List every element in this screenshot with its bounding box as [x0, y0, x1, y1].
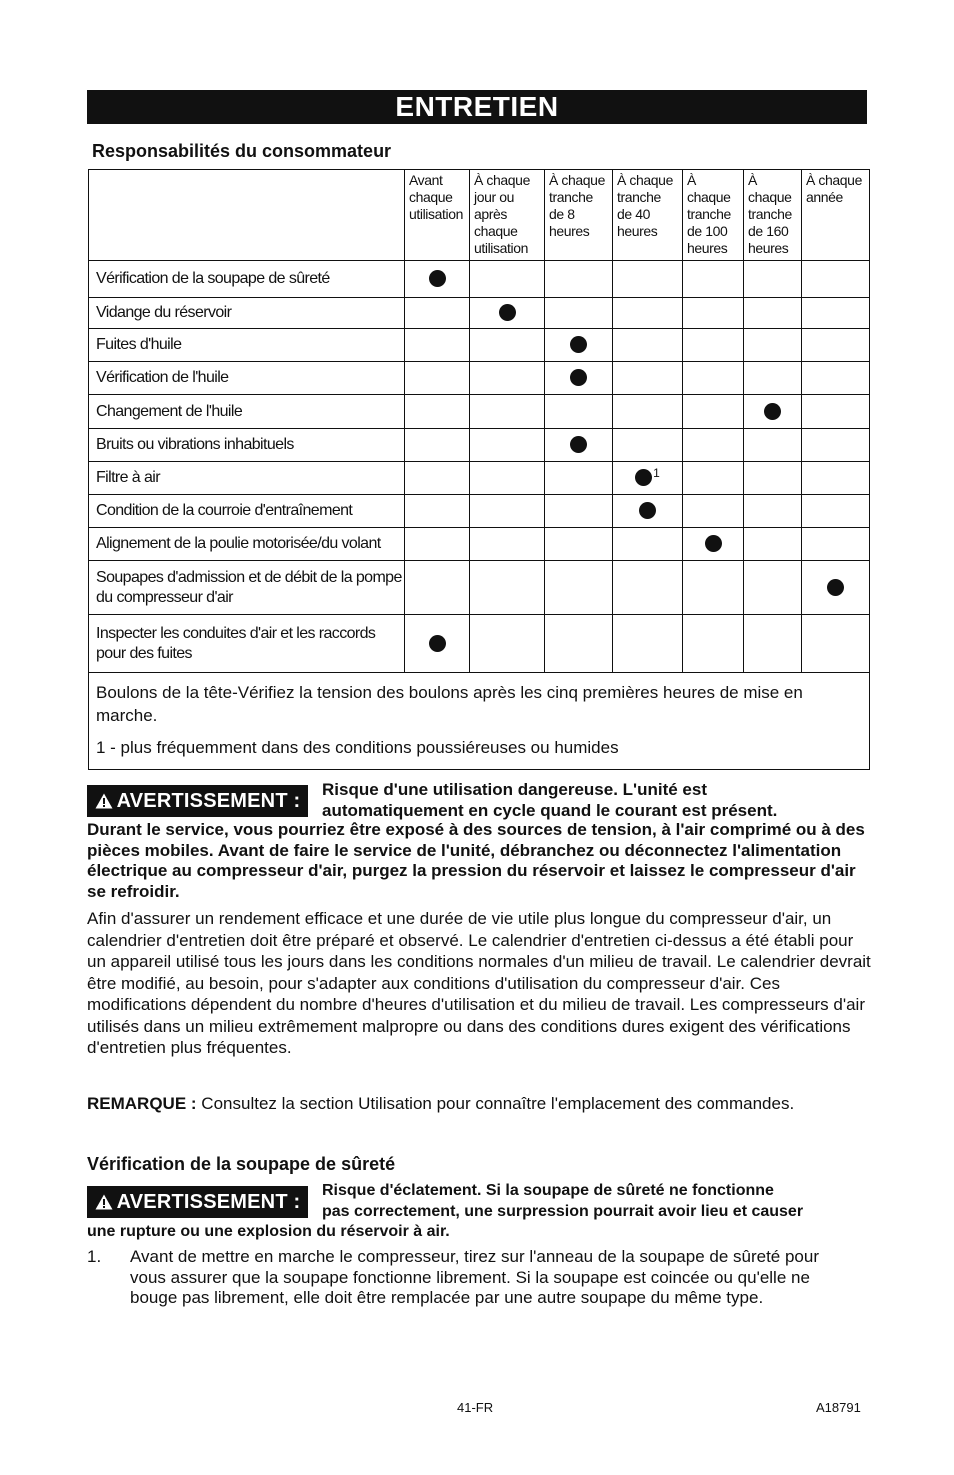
- schedule-cell: [405, 362, 470, 395]
- schedule-cell: [802, 495, 870, 528]
- schedule-cell: [683, 561, 744, 615]
- schedule-cell: [683, 362, 744, 395]
- maintenance-schedule-table: [88, 169, 870, 770]
- schedule-cell: [613, 615, 683, 673]
- schedule-cell: [470, 395, 545, 429]
- notes-row: [89, 673, 870, 770]
- warning-triangle-icon: [95, 793, 113, 809]
- column-header: À chaque tranche de 40 heures: [613, 170, 683, 261]
- task-label: Vérification de la soupape de sûreté: [89, 261, 405, 298]
- task-label: Fuites d'huile: [89, 329, 405, 362]
- task-label: Filtre à air: [89, 462, 405, 495]
- warning-badge: [87, 785, 308, 817]
- step-number: 1.: [87, 1247, 102, 1266]
- schedule-cell: [802, 462, 870, 495]
- task-label: Changement de l'huile: [89, 395, 405, 429]
- schedule-cell: [613, 429, 683, 462]
- schedule-cell: [744, 495, 802, 528]
- bullet-icon: [764, 403, 781, 420]
- schedule-cell: [802, 362, 870, 395]
- schedule-cell: [802, 615, 870, 673]
- bullet-icon: [635, 469, 652, 486]
- schedule-cell: [405, 528, 470, 561]
- schedule-cell: [802, 298, 870, 329]
- schedule-cell: [613, 528, 683, 561]
- schedule-cell: [744, 261, 802, 298]
- bullet-icon: [429, 635, 446, 652]
- column-header: À chaque tranche de 160 heures: [744, 170, 802, 261]
- footnote-marker: 1: [653, 466, 660, 480]
- schedule-cell: [545, 329, 613, 362]
- schedule-cell: [744, 329, 802, 362]
- schedule-cell: [470, 362, 545, 395]
- schedule-cell: [683, 298, 744, 329]
- schedule-cell: [683, 495, 744, 528]
- schedule-cell: [470, 429, 545, 462]
- task-label: Condition de la courroie d'entraînement: [89, 495, 405, 528]
- remarque-label: REMARQUE :: [87, 1094, 197, 1113]
- task-label: Alignement de la poulie motorisée/du volant: [89, 528, 405, 561]
- bullet-icon: [570, 369, 587, 386]
- header-blank: [89, 170, 405, 261]
- warning-badge-2: [87, 1186, 308, 1218]
- remarque-text: Consultez la section Utilisation pour connaître l'emplacement des commandes.: [201, 1094, 795, 1113]
- schedule-cell: [744, 395, 802, 429]
- schedule-cell: [470, 462, 545, 495]
- subsection-heading: Vérification de la soupape de sûreté: [87, 1154, 396, 1174]
- bullet-icon: [570, 336, 587, 353]
- schedule-cell: [683, 329, 744, 362]
- schedule-cell: [744, 429, 802, 462]
- task-label: Inspecter les conduites d'air et les raccords pour des fuites: [89, 615, 405, 673]
- schedule-cell: [545, 561, 613, 615]
- schedule-cell: [545, 261, 613, 298]
- schedule-cell: [683, 528, 744, 561]
- column-header: À chaque jour ou après chaque utilisation: [470, 170, 545, 261]
- warning1-line2: automatiquement en cycle quand le courant est présent.: [322, 800, 778, 820]
- schedule-cell: [405, 495, 470, 528]
- table-row: [89, 462, 870, 495]
- schedule-cell: [470, 329, 545, 362]
- table-row: [89, 429, 870, 462]
- schedule-cell: [545, 528, 613, 561]
- table-row: [89, 528, 870, 561]
- table-row: [89, 329, 870, 362]
- step-1: [87, 1247, 873, 1309]
- warning1-line1: Risque d'une utilisation dangereuse. L'unité est: [322, 780, 707, 799]
- schedule-cell: [802, 329, 870, 362]
- schedule-cell: [470, 615, 545, 673]
- schedule-cell: [613, 462, 683, 495]
- schedule-cell: [744, 298, 802, 329]
- warning2-line2: pas correctement, une surpression pourrait avoir lieu et causer: [322, 1202, 804, 1220]
- section-heading: Responsabilités du consommateur: [92, 141, 392, 161]
- bullet-icon: [705, 535, 722, 552]
- schedule-cell: [545, 395, 613, 429]
- warning2-text: une rupture ou une explosion du réservoir à air.: [87, 1223, 450, 1240]
- warning1-header: [322, 780, 777, 821]
- table-row: [89, 615, 870, 673]
- schedule-cell: [802, 261, 870, 298]
- bullet-icon: [827, 579, 844, 596]
- bullet-icon: [639, 502, 656, 519]
- bullet-icon: [429, 270, 446, 287]
- warning-badge-label: AVERTISSEMENT :: [116, 790, 301, 812]
- table-row: [89, 561, 870, 615]
- schedule-cell: [405, 329, 470, 362]
- schedule-cell: [613, 329, 683, 362]
- table-row: [89, 362, 870, 395]
- schedule-cell: [470, 298, 545, 329]
- schedule-cell: [405, 462, 470, 495]
- schedule-cell: [405, 395, 470, 429]
- task-label: Bruits ou vibrations inhabituels: [89, 429, 405, 462]
- schedule-cell: [613, 495, 683, 528]
- bullet-icon: [570, 436, 587, 453]
- schedule-cell: [683, 429, 744, 462]
- page-title: ENTRETIEN: [87, 90, 867, 124]
- page-number: 41-FR: [457, 1400, 494, 1415]
- task-label: Vidange du réservoir: [89, 298, 405, 329]
- step-text: Avant de mettre en marche le compresseur, tirez sur l'anneau de la soupape de sûreté pour vous assurer que la soupape fonctionne librement. Si la soupape est coincée ou qu'elle ne bouge pas librement, elle doit être remplacée par une autre soupape du même type.: [130, 1247, 819, 1307]
- task-label: Soupapes d'admission et de débit de la pompe du compresseur d'air: [89, 561, 405, 615]
- schedule-cell: [545, 298, 613, 329]
- schedule-cell: [744, 528, 802, 561]
- table-row: [89, 495, 870, 528]
- head-bolts-note: Boulons de la tête-Vérifiez la tension des boulons après les cinq premières heures de mise en marche.: [96, 683, 803, 725]
- schedule-cell: [470, 528, 545, 561]
- schedule-cell: [470, 561, 545, 615]
- table-row: [89, 395, 870, 429]
- schedule-cell: [545, 615, 613, 673]
- schedule-cell: [613, 561, 683, 615]
- schedule-cell: [744, 362, 802, 395]
- notes-cell: [89, 673, 870, 770]
- body-paragraph: Afin d'assurer un rendement efficace et une durée de vie utile plus longue du compresseur d'air, un calendrier d'entretien doit être préparé et observé. Le calendrier d'entretien ci-dessus a été établi pour un appareil utilisé tous les jours dans les conditions normales d'un milieu de travail. Le calendrier devrait être modifié, au besoin, pour s'adapter aux conditions d'utilisation du compresseur d'air. Ces modifications dépendent du nombre d'heures d'utilisation et du milieu de travail. Les compresseurs d'air utilisés dans un milieu extrêmement malpropre ou dans des conditions dures exigent des vérifications d'entretien plus fréquentes.: [87, 909, 871, 1057]
- table-row: [89, 298, 870, 329]
- schedule-cell: [470, 495, 545, 528]
- warning2-line1: Risque d'éclatement. Si la soupape de sûreté ne fonctionne: [322, 1182, 774, 1199]
- schedule-cell: [545, 495, 613, 528]
- schedule-cell: [405, 561, 470, 615]
- schedule-cell: [802, 528, 870, 561]
- schedule-cell: [744, 462, 802, 495]
- schedule-cell: [744, 615, 802, 673]
- schedule-cell: [802, 561, 870, 615]
- schedule-cell: [683, 462, 744, 495]
- task-label: Vérification de l'huile: [89, 362, 405, 395]
- warning-triangle-icon: [95, 1194, 113, 1210]
- schedule-cell: [613, 395, 683, 429]
- table-header-row: [89, 170, 870, 261]
- schedule-cell: [613, 362, 683, 395]
- column-header: À chaque année: [802, 170, 870, 261]
- footnote-text: 1 - plus fréquemment dans des conditions poussiéreuses ou humides: [96, 738, 619, 757]
- schedule-cell: [613, 261, 683, 298]
- schedule-cell: [744, 561, 802, 615]
- schedule-cell: [802, 429, 870, 462]
- schedule-cell: [405, 615, 470, 673]
- warning2-header: [322, 1181, 803, 1222]
- schedule-cell: [405, 298, 470, 329]
- bullet-icon: [499, 304, 516, 321]
- column-header: Avant chaque utilisation: [405, 170, 470, 261]
- schedule-cell: [613, 298, 683, 329]
- schedule-cell: [683, 615, 744, 673]
- schedule-cell: [545, 462, 613, 495]
- schedule-cell: [470, 261, 545, 298]
- schedule-cell: [683, 261, 744, 298]
- remarque-note: [87, 1092, 873, 1116]
- column-header: À chaque tranche de 100 heures: [683, 170, 744, 261]
- schedule-cell: [802, 395, 870, 429]
- schedule-cell: [683, 395, 744, 429]
- warning1-text: Durant le service, vous pourriez être exposé à des sources de tension, à l'air comprimé ou à des pièces mobiles. Avant de faire le service de l'unité, débranchez ou déconnectez l'alimentation électrique au compresseur d'air, purgez la pression du réservoir et laissez le compresseur d'air se refroidir.: [87, 820, 865, 901]
- column-header: À chaque tranche de 8 heures: [545, 170, 613, 261]
- schedule-cell: [405, 429, 470, 462]
- schedule-cell: [545, 362, 613, 395]
- schedule-cell: [545, 429, 613, 462]
- document-code: A18791: [816, 1400, 861, 1415]
- schedule-cell: [405, 261, 470, 298]
- table-row: [89, 261, 870, 298]
- warning-badge-label: AVERTISSEMENT :: [116, 1191, 301, 1213]
